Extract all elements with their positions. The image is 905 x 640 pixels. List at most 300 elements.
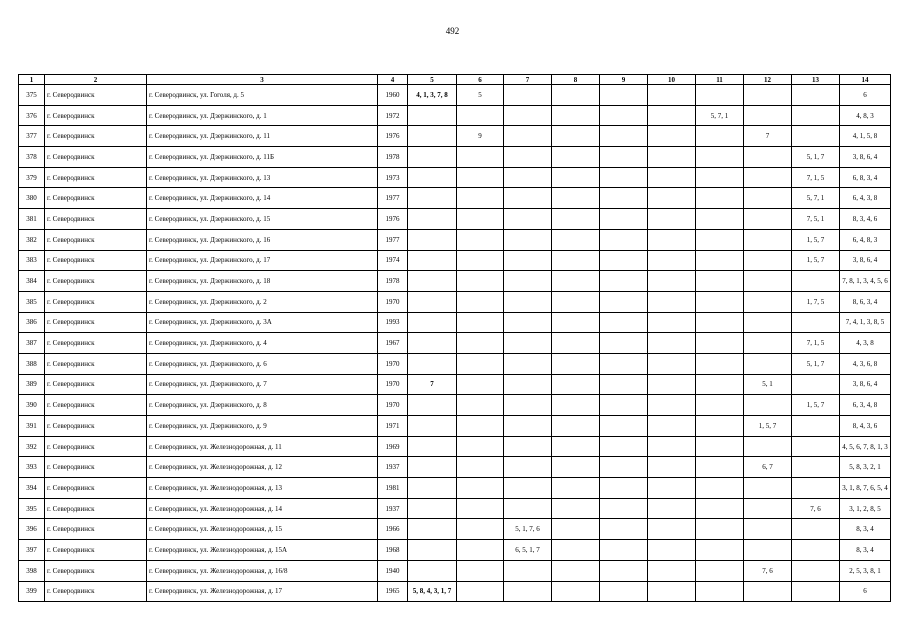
col-9-cell xyxy=(600,395,648,416)
table-row xyxy=(19,209,891,230)
col-14-cell: 6, 8, 3, 4 xyxy=(840,167,891,188)
col-11-cell xyxy=(696,271,744,292)
col-12-cell xyxy=(744,291,792,312)
page-number: 492 xyxy=(445,26,460,36)
col-13-cell xyxy=(792,312,840,333)
col-7-cell xyxy=(504,209,552,230)
row-number-cell: 387 xyxy=(19,333,45,354)
col-12-cell: 1, 5, 7 xyxy=(744,416,792,437)
row-number-cell: 383 xyxy=(19,250,45,271)
col-12-cell: 6, 7 xyxy=(744,457,792,478)
col-10-cell xyxy=(648,209,696,230)
col-12-cell xyxy=(744,581,792,602)
col-10-cell xyxy=(648,85,696,106)
col-5-cell xyxy=(408,291,457,312)
year-cell: 1966 xyxy=(378,519,408,540)
col-14-cell: 2, 5, 3, 8, 1 xyxy=(840,560,891,581)
col-11-cell xyxy=(696,478,744,499)
col-10-cell xyxy=(648,498,696,519)
col-6-cell xyxy=(457,105,504,126)
settlement-cell: г. Северодвинск xyxy=(45,167,147,188)
col-6-cell xyxy=(457,560,504,581)
col-7-cell xyxy=(504,560,552,581)
col-11-cell xyxy=(696,374,744,395)
col-9-cell xyxy=(600,167,648,188)
col-14-cell: 8, 3, 4 xyxy=(840,519,891,540)
row-number-cell: 381 xyxy=(19,209,45,230)
col-6-cell xyxy=(457,333,504,354)
col-13-cell xyxy=(792,457,840,478)
col-9-cell xyxy=(600,478,648,499)
row-number-cell: 395 xyxy=(19,498,45,519)
table-row xyxy=(19,353,891,374)
row-number-cell: 388 xyxy=(19,353,45,374)
settlement-cell: г. Северодвинск xyxy=(45,291,147,312)
col-8-cell xyxy=(552,271,600,292)
col-8-cell xyxy=(552,395,600,416)
row-number-cell: 385 xyxy=(19,291,45,312)
col-8-cell xyxy=(552,291,600,312)
col-11-cell xyxy=(696,147,744,168)
year-cell: 1965 xyxy=(378,581,408,602)
settlement-cell: г. Северодвинск xyxy=(45,353,147,374)
col-14-cell: 8, 3, 4 xyxy=(840,540,891,561)
year-cell: 1937 xyxy=(378,457,408,478)
col-13-cell xyxy=(792,540,840,561)
col-10-cell xyxy=(648,478,696,499)
column-header-9: 9 xyxy=(600,75,648,85)
col-8-cell xyxy=(552,560,600,581)
col-9-cell xyxy=(600,457,648,478)
col-6-cell xyxy=(457,436,504,457)
col-7-cell xyxy=(504,271,552,292)
table-row xyxy=(19,126,891,147)
col-5-cell xyxy=(408,229,457,250)
settlement-cell: г. Северодвинск xyxy=(45,374,147,395)
col-11-cell xyxy=(696,581,744,602)
table-row xyxy=(19,581,891,602)
row-number-cell: 390 xyxy=(19,395,45,416)
table-row xyxy=(19,85,891,106)
table-row xyxy=(19,167,891,188)
col-6-cell xyxy=(457,498,504,519)
table-row xyxy=(19,188,891,209)
col-6-cell xyxy=(457,353,504,374)
col-12-cell xyxy=(744,85,792,106)
col-9-cell xyxy=(600,147,648,168)
col-9-cell xyxy=(600,374,648,395)
address-cell: г. Северодвинск, ул. Железнодорожная, д. 15А xyxy=(147,540,378,561)
col-14-cell: 3, 8, 6, 4 xyxy=(840,250,891,271)
row-number-cell: 392 xyxy=(19,436,45,457)
row-number-cell: 376 xyxy=(19,105,45,126)
col-7-cell xyxy=(504,126,552,147)
settlement-cell: г. Северодвинск xyxy=(45,519,147,540)
col-5-cell xyxy=(408,395,457,416)
address-cell: г. Северодвинск, ул. Дзержинского, д. 13 xyxy=(147,167,378,188)
address-cell: г. Северодвинск, ул. Дзержинского, д. 17 xyxy=(147,250,378,271)
col-13-cell xyxy=(792,126,840,147)
col-14-cell: 3, 1, 8, 7, 6, 5, 4 xyxy=(840,478,891,499)
col-6-cell xyxy=(457,167,504,188)
col-9-cell xyxy=(600,581,648,602)
col-5-cell xyxy=(408,250,457,271)
col-8-cell xyxy=(552,436,600,457)
col-9-cell xyxy=(600,126,648,147)
col-9-cell xyxy=(600,291,648,312)
col-6-cell: 5 xyxy=(457,85,504,106)
col-10-cell xyxy=(648,374,696,395)
col-8-cell xyxy=(552,416,600,437)
col-10-cell xyxy=(648,333,696,354)
col-9-cell xyxy=(600,436,648,457)
col-11-cell xyxy=(696,126,744,147)
col-12-cell xyxy=(744,312,792,333)
col-5-cell xyxy=(408,540,457,561)
col-13-cell xyxy=(792,519,840,540)
col-7-cell xyxy=(504,312,552,333)
table-row xyxy=(19,395,891,416)
col-8-cell xyxy=(552,353,600,374)
col-10-cell xyxy=(648,147,696,168)
col-11-cell xyxy=(696,291,744,312)
col-9-cell xyxy=(600,250,648,271)
col-9-cell xyxy=(600,560,648,581)
col-7-cell xyxy=(504,333,552,354)
col-6-cell xyxy=(457,147,504,168)
col-7-cell xyxy=(504,478,552,499)
year-cell: 1976 xyxy=(378,209,408,230)
col-8-cell xyxy=(552,478,600,499)
year-cell: 1978 xyxy=(378,147,408,168)
col-8-cell xyxy=(552,374,600,395)
row-number-cell: 397 xyxy=(19,540,45,561)
col-8-cell xyxy=(552,85,600,106)
col-14-cell: 5, 8, 3, 2, 1 xyxy=(840,457,891,478)
col-11-cell xyxy=(696,250,744,271)
col-5-cell xyxy=(408,147,457,168)
col-13-cell: 1, 7, 5 xyxy=(792,291,840,312)
settlement-cell: г. Северодвинск xyxy=(45,581,147,602)
col-13-cell: 1, 5, 7 xyxy=(792,250,840,271)
column-header-10: 10 xyxy=(648,75,696,85)
settlement-cell: г. Северодвинск xyxy=(45,395,147,416)
col-7-cell xyxy=(504,374,552,395)
col-5-cell xyxy=(408,105,457,126)
address-cell: г. Северодвинск, ул. Железнодорожная, д. 13 xyxy=(147,478,378,499)
column-header-14: 14 xyxy=(840,75,891,85)
column-header-4: 4 xyxy=(378,75,408,85)
col-7-cell xyxy=(504,291,552,312)
col-10-cell xyxy=(648,416,696,437)
col-13-cell: 7, 6 xyxy=(792,498,840,519)
col-8-cell xyxy=(552,581,600,602)
col-13-cell: 7, 1, 5 xyxy=(792,333,840,354)
table-row xyxy=(19,519,891,540)
col-10-cell xyxy=(648,271,696,292)
col-5-cell xyxy=(408,188,457,209)
col-9-cell xyxy=(600,416,648,437)
col-13-cell xyxy=(792,416,840,437)
settlement-cell: г. Северодвинск xyxy=(45,188,147,209)
column-header-6: 6 xyxy=(457,75,504,85)
col-8-cell xyxy=(552,229,600,250)
col-11-cell xyxy=(696,229,744,250)
col-10-cell xyxy=(648,229,696,250)
col-14-cell: 3, 8, 6, 4 xyxy=(840,147,891,168)
col-5-cell xyxy=(408,209,457,230)
col-14-cell: 4, 3, 6, 8 xyxy=(840,353,891,374)
col-7-cell xyxy=(504,147,552,168)
address-cell: г. Северодвинск, ул. Дзержинского, д. 6 xyxy=(147,353,378,374)
col-14-cell: 3, 1, 2, 8, 5 xyxy=(840,498,891,519)
table-row xyxy=(19,229,891,250)
column-header-2: 2 xyxy=(45,75,147,85)
settlement-cell: г. Северодвинск xyxy=(45,271,147,292)
table-row xyxy=(19,416,891,437)
col-6-cell xyxy=(457,457,504,478)
col-7-cell xyxy=(504,498,552,519)
col-9-cell xyxy=(600,333,648,354)
year-cell: 1977 xyxy=(378,188,408,209)
col-6-cell xyxy=(457,250,504,271)
row-number-cell: 382 xyxy=(19,229,45,250)
row-number-cell: 389 xyxy=(19,374,45,395)
table-row xyxy=(19,560,891,581)
table-row xyxy=(19,105,891,126)
col-12-cell: 7, 6 xyxy=(744,560,792,581)
col-5-cell: 5, 8, 4, 3, 1, 7 xyxy=(408,581,457,602)
year-cell: 1940 xyxy=(378,560,408,581)
col-7-cell xyxy=(504,188,552,209)
address-cell: г. Северодвинск, ул. Железнодорожная, д. 16/8 xyxy=(147,560,378,581)
address-cell: г. Северодвинск, ул. Дзержинского, д. 11 xyxy=(147,126,378,147)
column-header-13: 13 xyxy=(792,75,840,85)
col-13-cell: 5, 1, 7 xyxy=(792,353,840,374)
header-row xyxy=(19,75,891,85)
row-number-cell: 394 xyxy=(19,478,45,499)
row-number-cell: 379 xyxy=(19,167,45,188)
col-8-cell xyxy=(552,105,600,126)
col-10-cell xyxy=(648,188,696,209)
column-header-7: 7 xyxy=(504,75,552,85)
col-10-cell xyxy=(648,457,696,478)
col-9-cell xyxy=(600,85,648,106)
col-8-cell xyxy=(552,250,600,271)
col-14-cell: 8, 4, 3, 6 xyxy=(840,416,891,437)
settlement-cell: г. Северодвинск xyxy=(45,229,147,250)
year-cell: 1970 xyxy=(378,353,408,374)
col-9-cell xyxy=(600,312,648,333)
year-cell: 1972 xyxy=(378,105,408,126)
row-number-cell: 399 xyxy=(19,581,45,602)
col-8-cell xyxy=(552,147,600,168)
year-cell: 1970 xyxy=(378,395,408,416)
table-row xyxy=(19,291,891,312)
col-14-cell: 4, 1, 5, 8 xyxy=(840,126,891,147)
year-cell: 1993 xyxy=(378,312,408,333)
col-12-cell xyxy=(744,436,792,457)
col-7-cell xyxy=(504,105,552,126)
col-12-cell xyxy=(744,167,792,188)
col-10-cell xyxy=(648,560,696,581)
col-12-cell xyxy=(744,229,792,250)
table-body xyxy=(19,85,891,602)
col-5-cell xyxy=(408,519,457,540)
col-14-cell: 4, 8, 3 xyxy=(840,105,891,126)
col-13-cell xyxy=(792,436,840,457)
col-12-cell xyxy=(744,478,792,499)
col-5-cell xyxy=(408,457,457,478)
col-12-cell xyxy=(744,105,792,126)
col-10-cell xyxy=(648,291,696,312)
table-row xyxy=(19,250,891,271)
col-11-cell xyxy=(696,188,744,209)
row-number-cell: 375 xyxy=(19,85,45,106)
col-7-cell: 6, 5, 1, 7 xyxy=(504,540,552,561)
col-5-cell: 7 xyxy=(408,374,457,395)
col-6-cell xyxy=(457,478,504,499)
col-9-cell xyxy=(600,229,648,250)
col-8-cell xyxy=(552,126,600,147)
table-row xyxy=(19,478,891,499)
col-10-cell xyxy=(648,126,696,147)
col-7-cell xyxy=(504,85,552,106)
col-7-cell xyxy=(504,353,552,374)
col-5-cell xyxy=(408,416,457,437)
row-number-cell: 393 xyxy=(19,457,45,478)
col-7-cell xyxy=(504,167,552,188)
col-13-cell xyxy=(792,85,840,106)
address-cell: г. Северодвинск, ул. Дзержинского, д. 16 xyxy=(147,229,378,250)
col-14-cell: 6, 3, 4, 8 xyxy=(840,395,891,416)
col-13-cell: 5, 1, 7 xyxy=(792,147,840,168)
col-14-cell: 7, 4, 1, 3, 8, 5 xyxy=(840,312,891,333)
col-14-cell: 6 xyxy=(840,581,891,602)
col-6-cell: 9 xyxy=(457,126,504,147)
col-11-cell xyxy=(696,395,744,416)
col-10-cell xyxy=(648,353,696,374)
col-13-cell: 7, 1, 5 xyxy=(792,167,840,188)
year-cell: 1968 xyxy=(378,540,408,561)
col-12-cell: 5, 1 xyxy=(744,374,792,395)
col-9-cell xyxy=(600,271,648,292)
settlement-cell: г. Северодвинск xyxy=(45,498,147,519)
col-11-cell xyxy=(696,85,744,106)
address-cell: г. Северодвинск, ул. Дзержинского, д. 3А xyxy=(147,312,378,333)
col-8-cell xyxy=(552,519,600,540)
col-9-cell xyxy=(600,498,648,519)
col-12-cell xyxy=(744,353,792,374)
col-6-cell xyxy=(457,540,504,561)
col-14-cell: 4, 5, 6, 7, 8, 1, 3 xyxy=(840,436,891,457)
col-14-cell: 8, 6, 3, 4 xyxy=(840,291,891,312)
col-11-cell xyxy=(696,416,744,437)
col-12-cell xyxy=(744,188,792,209)
col-13-cell xyxy=(792,478,840,499)
row-number-cell: 380 xyxy=(19,188,45,209)
col-8-cell xyxy=(552,209,600,230)
settlement-cell: г. Северодвинск xyxy=(45,560,147,581)
table-row xyxy=(19,436,891,457)
col-7-cell xyxy=(504,395,552,416)
col-14-cell: 4, 3, 8 xyxy=(840,333,891,354)
year-cell: 1974 xyxy=(378,250,408,271)
col-11-cell xyxy=(696,498,744,519)
col-14-cell: 6, 4, 3, 8 xyxy=(840,188,891,209)
column-header-3: 3 xyxy=(147,75,378,85)
column-header-11: 11 xyxy=(696,75,744,85)
table-row xyxy=(19,540,891,561)
column-header-8: 8 xyxy=(552,75,600,85)
col-10-cell xyxy=(648,250,696,271)
col-14-cell: 7, 8, 1, 3, 4, 5, 6 xyxy=(840,271,891,292)
address-cell: г. Северодвинск, ул. Железнодорожная, д. 14 xyxy=(147,498,378,519)
row-number-cell: 396 xyxy=(19,519,45,540)
col-5-cell xyxy=(408,333,457,354)
col-11-cell: 5, 7, 1 xyxy=(696,105,744,126)
col-13-cell: 1, 5, 7 xyxy=(792,395,840,416)
row-number-cell: 391 xyxy=(19,416,45,437)
col-12-cell xyxy=(744,498,792,519)
table-row xyxy=(19,498,891,519)
column-header-5: 5 xyxy=(408,75,457,85)
column-header-1: 1 xyxy=(19,75,45,85)
settlement-cell: г. Северодвинск xyxy=(45,126,147,147)
col-12-cell xyxy=(744,333,792,354)
col-9-cell xyxy=(600,540,648,561)
year-cell: 1970 xyxy=(378,291,408,312)
col-13-cell xyxy=(792,560,840,581)
settlement-cell: г. Северодвинск xyxy=(45,436,147,457)
col-6-cell xyxy=(457,209,504,230)
col-7-cell xyxy=(504,436,552,457)
settlement-cell: г. Северодвинск xyxy=(45,416,147,437)
col-14-cell: 6, 4, 8, 3 xyxy=(840,229,891,250)
col-11-cell xyxy=(696,540,744,561)
col-8-cell xyxy=(552,498,600,519)
address-cell: г. Северодвинск, ул. Дзержинского, д. 11Б xyxy=(147,147,378,168)
col-7-cell xyxy=(504,457,552,478)
col-10-cell xyxy=(648,105,696,126)
col-12-cell xyxy=(744,519,792,540)
col-13-cell xyxy=(792,581,840,602)
col-12-cell xyxy=(744,395,792,416)
year-cell: 1960 xyxy=(378,85,408,106)
col-11-cell xyxy=(696,312,744,333)
col-10-cell xyxy=(648,519,696,540)
address-cell: г. Северодвинск, ул. Дзержинского, д. 2 xyxy=(147,291,378,312)
col-13-cell: 7, 5, 1 xyxy=(792,209,840,230)
col-10-cell xyxy=(648,167,696,188)
settlement-cell: г. Северодвинск xyxy=(45,85,147,106)
col-13-cell xyxy=(792,105,840,126)
col-11-cell xyxy=(696,519,744,540)
address-cell: г. Северодвинск, ул. Железнодорожная, д. 17 xyxy=(147,581,378,602)
col-6-cell xyxy=(457,312,504,333)
address-cell: г. Северодвинск, ул. Дзержинского, д. 18 xyxy=(147,271,378,292)
table-row xyxy=(19,271,891,292)
address-cell: г. Северодвинск, ул. Дзержинского, д. 4 xyxy=(147,333,378,354)
col-7-cell xyxy=(504,581,552,602)
col-6-cell xyxy=(457,416,504,437)
year-cell: 1969 xyxy=(378,436,408,457)
address-cell: г. Северодвинск, ул. Железнодорожная, д. 11 xyxy=(147,436,378,457)
col-12-cell xyxy=(744,271,792,292)
table-row xyxy=(19,333,891,354)
col-9-cell xyxy=(600,519,648,540)
col-5-cell xyxy=(408,436,457,457)
